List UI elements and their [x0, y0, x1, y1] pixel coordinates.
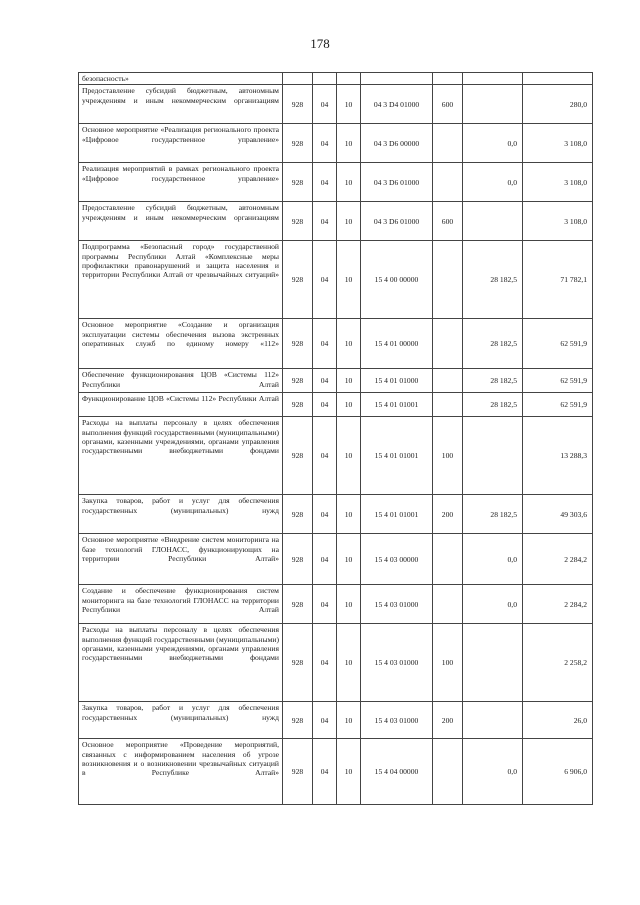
- amount-col1: 0,0: [463, 585, 523, 624]
- row-name: Реализация мероприятий в рамках регионального проекта «Цифровое государственное управление»: [79, 163, 283, 202]
- amount-col2: 62 591,9: [523, 369, 593, 393]
- row-name: Закупка товаров, работ и услуг для обеспечения государственных (муниципальных) нужд: [79, 495, 283, 534]
- budget-table: [78, 72, 593, 805]
- table-row: [79, 163, 593, 202]
- subsection-code: 10: [337, 585, 361, 624]
- row-name: Обеспечение функционирования ЦОВ «Системы 112» Республики Алтай: [79, 369, 283, 393]
- amount-col1: 0,0: [463, 739, 523, 805]
- row-name: Предоставление субсидий бюджетным, автономным учреждениям и иным некоммерческим организациям: [79, 202, 283, 241]
- expense-type: 600: [433, 202, 463, 241]
- admin-code: 928: [283, 369, 313, 393]
- amount-col2: 2 284,2: [523, 585, 593, 624]
- section-code: 04: [313, 393, 337, 417]
- amount-col1: [463, 702, 523, 739]
- expense-type: 100: [433, 624, 463, 702]
- subsection-code: 10: [337, 369, 361, 393]
- subsection-code: [337, 73, 361, 85]
- amount-col2: 62 591,9: [523, 393, 593, 417]
- section-code: 04: [313, 739, 337, 805]
- table-row: [79, 702, 593, 739]
- section-code: 04: [313, 319, 337, 369]
- section-code: 04: [313, 202, 337, 241]
- expense-type: [433, 319, 463, 369]
- row-name: Основное мероприятие «Реализация регионального проекта «Цифровое государственное управление»: [79, 124, 283, 163]
- amount-col2: 62 591,9: [523, 319, 593, 369]
- subsection-code: 10: [337, 702, 361, 739]
- target-article: 15 4 01 01000: [361, 369, 433, 393]
- subsection-code: 10: [337, 124, 361, 163]
- target-article: [361, 73, 433, 85]
- amount-col2: 71 782,1: [523, 241, 593, 319]
- admin-code: 928: [283, 124, 313, 163]
- expense-type: [433, 393, 463, 417]
- amount-col1: [463, 624, 523, 702]
- section-code: 04: [313, 534, 337, 585]
- subsection-code: 10: [337, 202, 361, 241]
- amount-col1: 28 182,5: [463, 369, 523, 393]
- target-article: 15 4 01 01001: [361, 417, 433, 495]
- admin-code: 928: [283, 393, 313, 417]
- section-code: 04: [313, 369, 337, 393]
- row-name: Создание и обеспечение функционирования систем мониторинга на базе технологий ГЛОНАСС на территории Республики Алтай: [79, 585, 283, 624]
- row-name: Функционирование ЦОВ «Системы 112» Республики Алтай: [79, 393, 283, 417]
- amount-col1: [463, 417, 523, 495]
- row-name: Основное мероприятие «Внедрение систем мониторинга на базе технологий ГЛОНАСС, функционирующих на территории Республики Алтай»: [79, 534, 283, 585]
- section-code: 04: [313, 124, 337, 163]
- section-code: [313, 73, 337, 85]
- amount-col1: [463, 202, 523, 241]
- subsection-code: 10: [337, 319, 361, 369]
- table-row: [79, 319, 593, 369]
- amount-col2: [523, 73, 593, 85]
- amount-col1: 28 182,5: [463, 393, 523, 417]
- target-article: 15 4 00 00000: [361, 241, 433, 319]
- admin-code: 928: [283, 85, 313, 124]
- expense-type: 200: [433, 495, 463, 534]
- subsection-code: 10: [337, 241, 361, 319]
- target-article: 15 4 01 00000: [361, 319, 433, 369]
- amount-col2: 49 303,6: [523, 495, 593, 534]
- expense-type: [433, 163, 463, 202]
- amount-col1: 0,0: [463, 163, 523, 202]
- row-name: Расходы на выплаты персоналу в целях обеспечения выполнения функций государственными (муниципальными) органами, казенными учреждениями, органами управления государственными внебюджетными фондами: [79, 624, 283, 702]
- expense-type: [433, 585, 463, 624]
- table-row: [79, 85, 593, 124]
- target-article: 15 4 03 00000: [361, 534, 433, 585]
- table-row: [79, 202, 593, 241]
- section-code: 04: [313, 163, 337, 202]
- subsection-code: 10: [337, 739, 361, 805]
- admin-code: 928: [283, 534, 313, 585]
- table-row: [79, 495, 593, 534]
- table-row: [79, 393, 593, 417]
- subsection-code: 10: [337, 534, 361, 585]
- page-number: 178: [310, 36, 330, 51]
- expense-type: 100: [433, 417, 463, 495]
- target-article: 04 3 D6 01000: [361, 163, 433, 202]
- admin-code: 928: [283, 702, 313, 739]
- subsection-code: 10: [337, 624, 361, 702]
- section-code: 04: [313, 624, 337, 702]
- admin-code: 928: [283, 495, 313, 534]
- admin-code: 928: [283, 202, 313, 241]
- subsection-code: 10: [337, 495, 361, 534]
- admin-code: 928: [283, 585, 313, 624]
- subsection-code: 10: [337, 417, 361, 495]
- row-name: безопасность»: [79, 73, 283, 85]
- row-name: Предоставление субсидий бюджетным, автономным учреждениям и иным некоммерческим организациям: [79, 85, 283, 124]
- row-name: Основное мероприятие «Проведение мероприятий, связанных с информированием населения об угрозе возникновения и о возникновении чрезвычайных ситуаций в Республике Алтай»: [79, 739, 283, 805]
- target-article: 15 4 01 01001: [361, 495, 433, 534]
- table-row: [79, 585, 593, 624]
- expense-type: [433, 124, 463, 163]
- section-code: 04: [313, 495, 337, 534]
- amount-col1: 28 182,5: [463, 495, 523, 534]
- target-article: 04 3 D4 01000: [361, 85, 433, 124]
- subsection-code: 10: [337, 85, 361, 124]
- table-row: [79, 241, 593, 319]
- admin-code: 928: [283, 624, 313, 702]
- row-name: Подпрограмма «Безопасный город» государственной программы Республики Алтай «Комплексные меры профилактики правонарушений и защита населения и территории Республики Алтай от чрезвычайных ситуаций»: [79, 241, 283, 319]
- expense-type: [433, 534, 463, 585]
- section-code: 04: [313, 585, 337, 624]
- table-row: [79, 124, 593, 163]
- table-row: [79, 624, 593, 702]
- section-code: 04: [313, 417, 337, 495]
- section-code: 04: [313, 241, 337, 319]
- table-row: [79, 534, 593, 585]
- amount-col2: 280,0: [523, 85, 593, 124]
- target-article: 04 3 D6 01000: [361, 202, 433, 241]
- amount-col2: 13 288,3: [523, 417, 593, 495]
- amount-col2: 3 108,0: [523, 124, 593, 163]
- section-code: 04: [313, 702, 337, 739]
- amount-col2: 3 108,0: [523, 163, 593, 202]
- admin-code: 928: [283, 163, 313, 202]
- expense-type: [433, 73, 463, 85]
- subsection-code: 10: [337, 163, 361, 202]
- table-row: [79, 739, 593, 805]
- subsection-code: 10: [337, 393, 361, 417]
- admin-code: 928: [283, 417, 313, 495]
- admin-code: 928: [283, 319, 313, 369]
- target-article: 15 4 04 00000: [361, 739, 433, 805]
- table-row: [79, 417, 593, 495]
- amount-col1: 0,0: [463, 124, 523, 163]
- amount-col2: 2 284,2: [523, 534, 593, 585]
- target-article: 15 4 01 01001: [361, 393, 433, 417]
- admin-code: 928: [283, 241, 313, 319]
- admin-code: [283, 73, 313, 85]
- amount-col2: 2 258,2: [523, 624, 593, 702]
- row-name: Закупка товаров, работ и услуг для обеспечения государственных (муниципальных) нужд: [79, 702, 283, 739]
- amount-col1: 28 182,5: [463, 319, 523, 369]
- target-article: 15 4 03 01000: [361, 624, 433, 702]
- expense-type: [433, 739, 463, 805]
- row-name: Основное мероприятие «Создание и организация эксплуатации системы обеспечения вызова экстренных оперативных служб по единому номеру «112»: [79, 319, 283, 369]
- row-name: Расходы на выплаты персоналу в целях обеспечения выполнения функций государственными (муниципальными) органами, казенными учреждениями, органами управления государственными внебюджетными фондами: [79, 417, 283, 495]
- amount-col1: [463, 85, 523, 124]
- expense-type: 600: [433, 85, 463, 124]
- amount-col2: 6 906,0: [523, 739, 593, 805]
- amount-col2: 3 108,0: [523, 202, 593, 241]
- amount-col1: [463, 73, 523, 85]
- table-row: [79, 73, 593, 85]
- target-article: 15 4 03 01000: [361, 702, 433, 739]
- expense-type: [433, 241, 463, 319]
- table-row: [79, 369, 593, 393]
- target-article: 15 4 03 01000: [361, 585, 433, 624]
- amount-col2: 26,0: [523, 702, 593, 739]
- amount-col1: 28 182,5: [463, 241, 523, 319]
- amount-col1: 0,0: [463, 534, 523, 585]
- section-code: 04: [313, 85, 337, 124]
- admin-code: 928: [283, 739, 313, 805]
- target-article: 04 3 D6 00000: [361, 124, 433, 163]
- expense-type: [433, 369, 463, 393]
- expense-type: 200: [433, 702, 463, 739]
